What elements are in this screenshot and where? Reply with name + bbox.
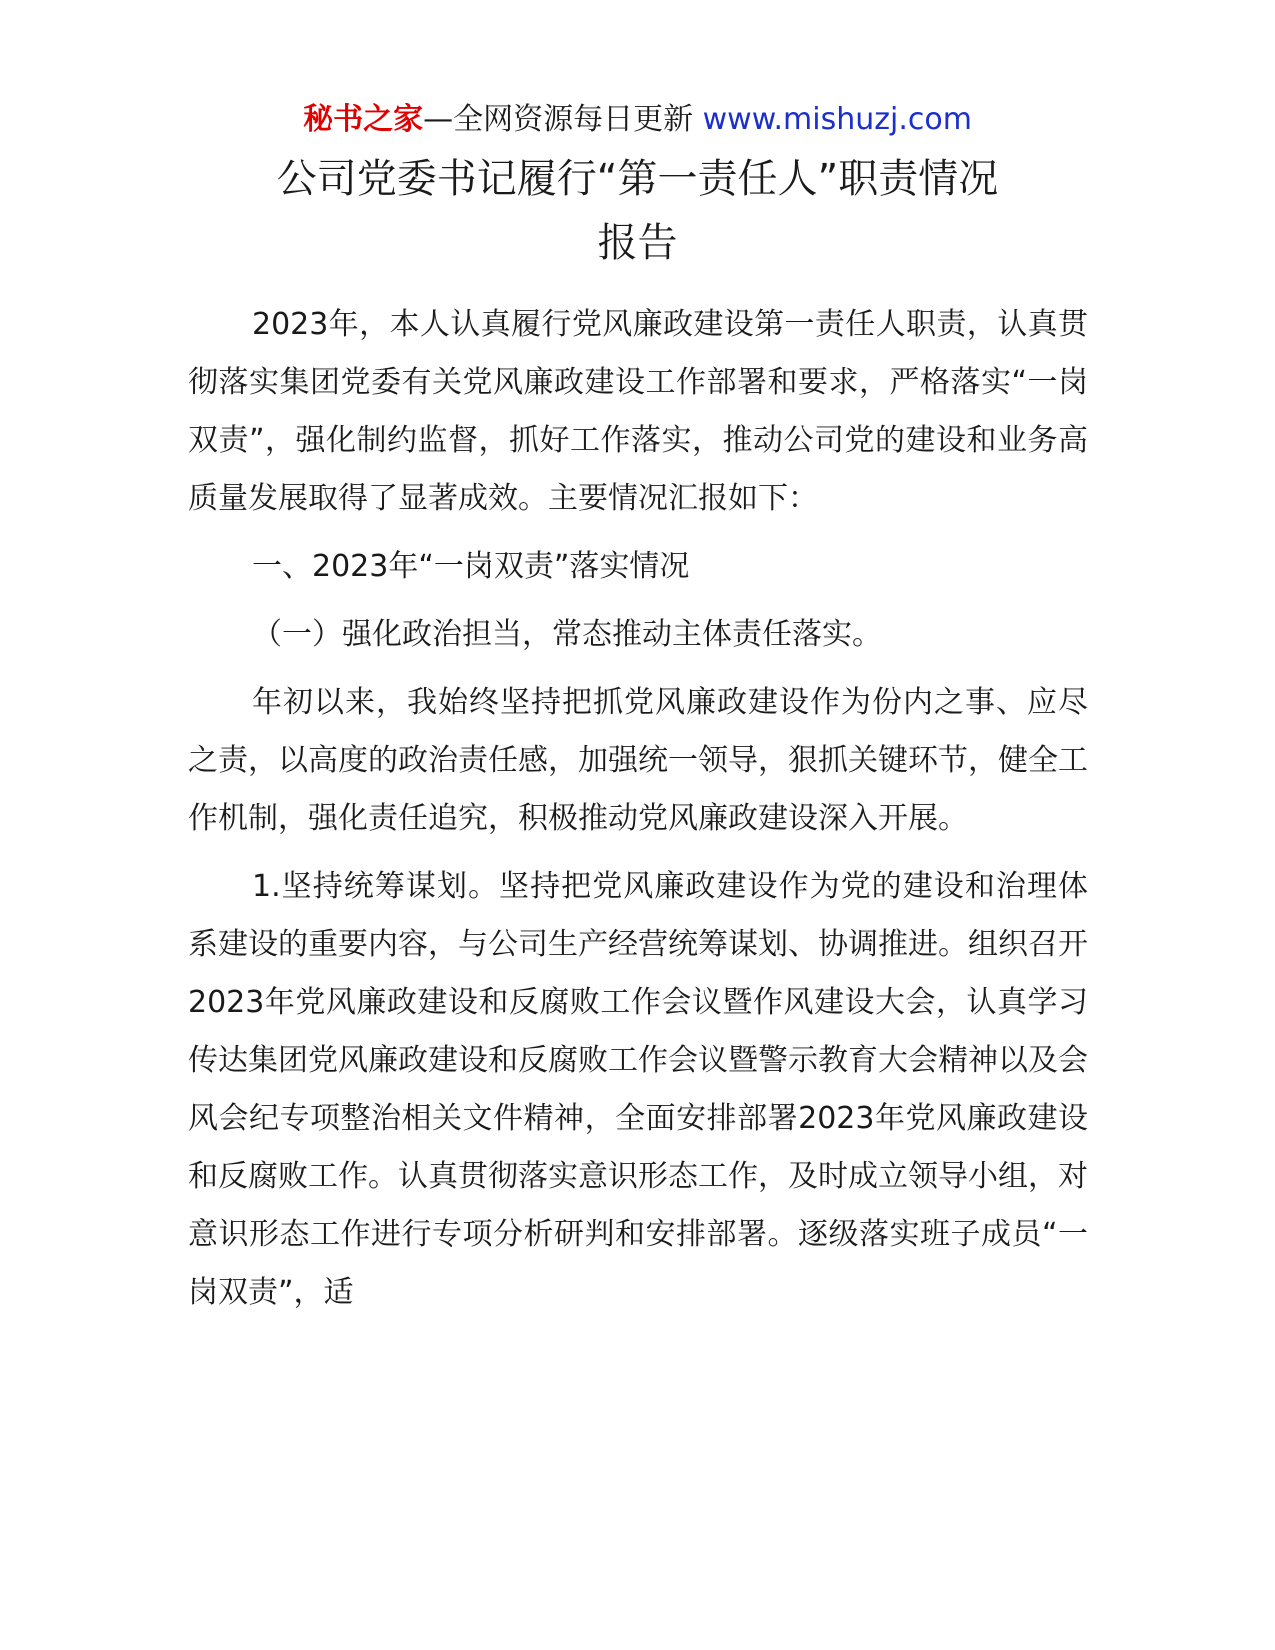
document-title xyxy=(0,147,1275,275)
site-url-link[interactable]: www.mishuzj.com xyxy=(702,102,972,137)
section-heading-1: 一、2023年“一岗双责”落实情况 xyxy=(252,549,690,584)
header-tagline: —全网资源每日更新 xyxy=(423,102,703,137)
page-header xyxy=(0,100,1275,140)
document-body xyxy=(188,296,1088,1332)
title-line-2: 报告 xyxy=(597,220,678,266)
paragraph-intro: 2023年，本人认真履行党风廉政建设第一责任人职责，认真贯彻落实集团党委有关党风廉政建设工作部署和要求，严格落实“一岗双责”，强化制约监督，抓好工作落实，推动公司党的建设和业务高质量发展取得了显著成效。主要情况汇报如下： xyxy=(188,307,1088,516)
paragraph-item-1: 1.坚持统筹谋划。坚持把党风廉政建设作为党的建设和治理体系建设的重要内容，与公司生产经营统筹谋划、协调推进。组织召开2023年党风廉政建设和反腐败工作会议暨作风建设大会，认真学习传达集团党风廉政建设和反腐败工作会议暨警示教育大会精神以及会风会纪专项整治相关文件精神，全面安排部署2023年党风廉政建设和反腐败工作。认真贯彻落实意识形态工作，及时成立领导小组，对意识形态工作进行专项分析研判和安排部署。逐级落实班子成员“一岗双责”，适 xyxy=(188,869,1088,1310)
subsection-heading-1: （一）强化政治担当，常态推动主体责任落实。 xyxy=(252,617,882,652)
title-line-1: 公司党委书记履行“第一责任人”职责情况 xyxy=(276,156,999,202)
brand-name: 秘书之家 xyxy=(303,102,424,137)
paragraph-subsection-1: 年初以来，我始终坚持把抓党风廉政建设作为份内之事、应尽之责，以高度的政治责任感，加强统一领导，狠抓关键环节，健全工作机制，强化责任追究，积极推动党风廉政建设深入开展。 xyxy=(188,685,1088,836)
